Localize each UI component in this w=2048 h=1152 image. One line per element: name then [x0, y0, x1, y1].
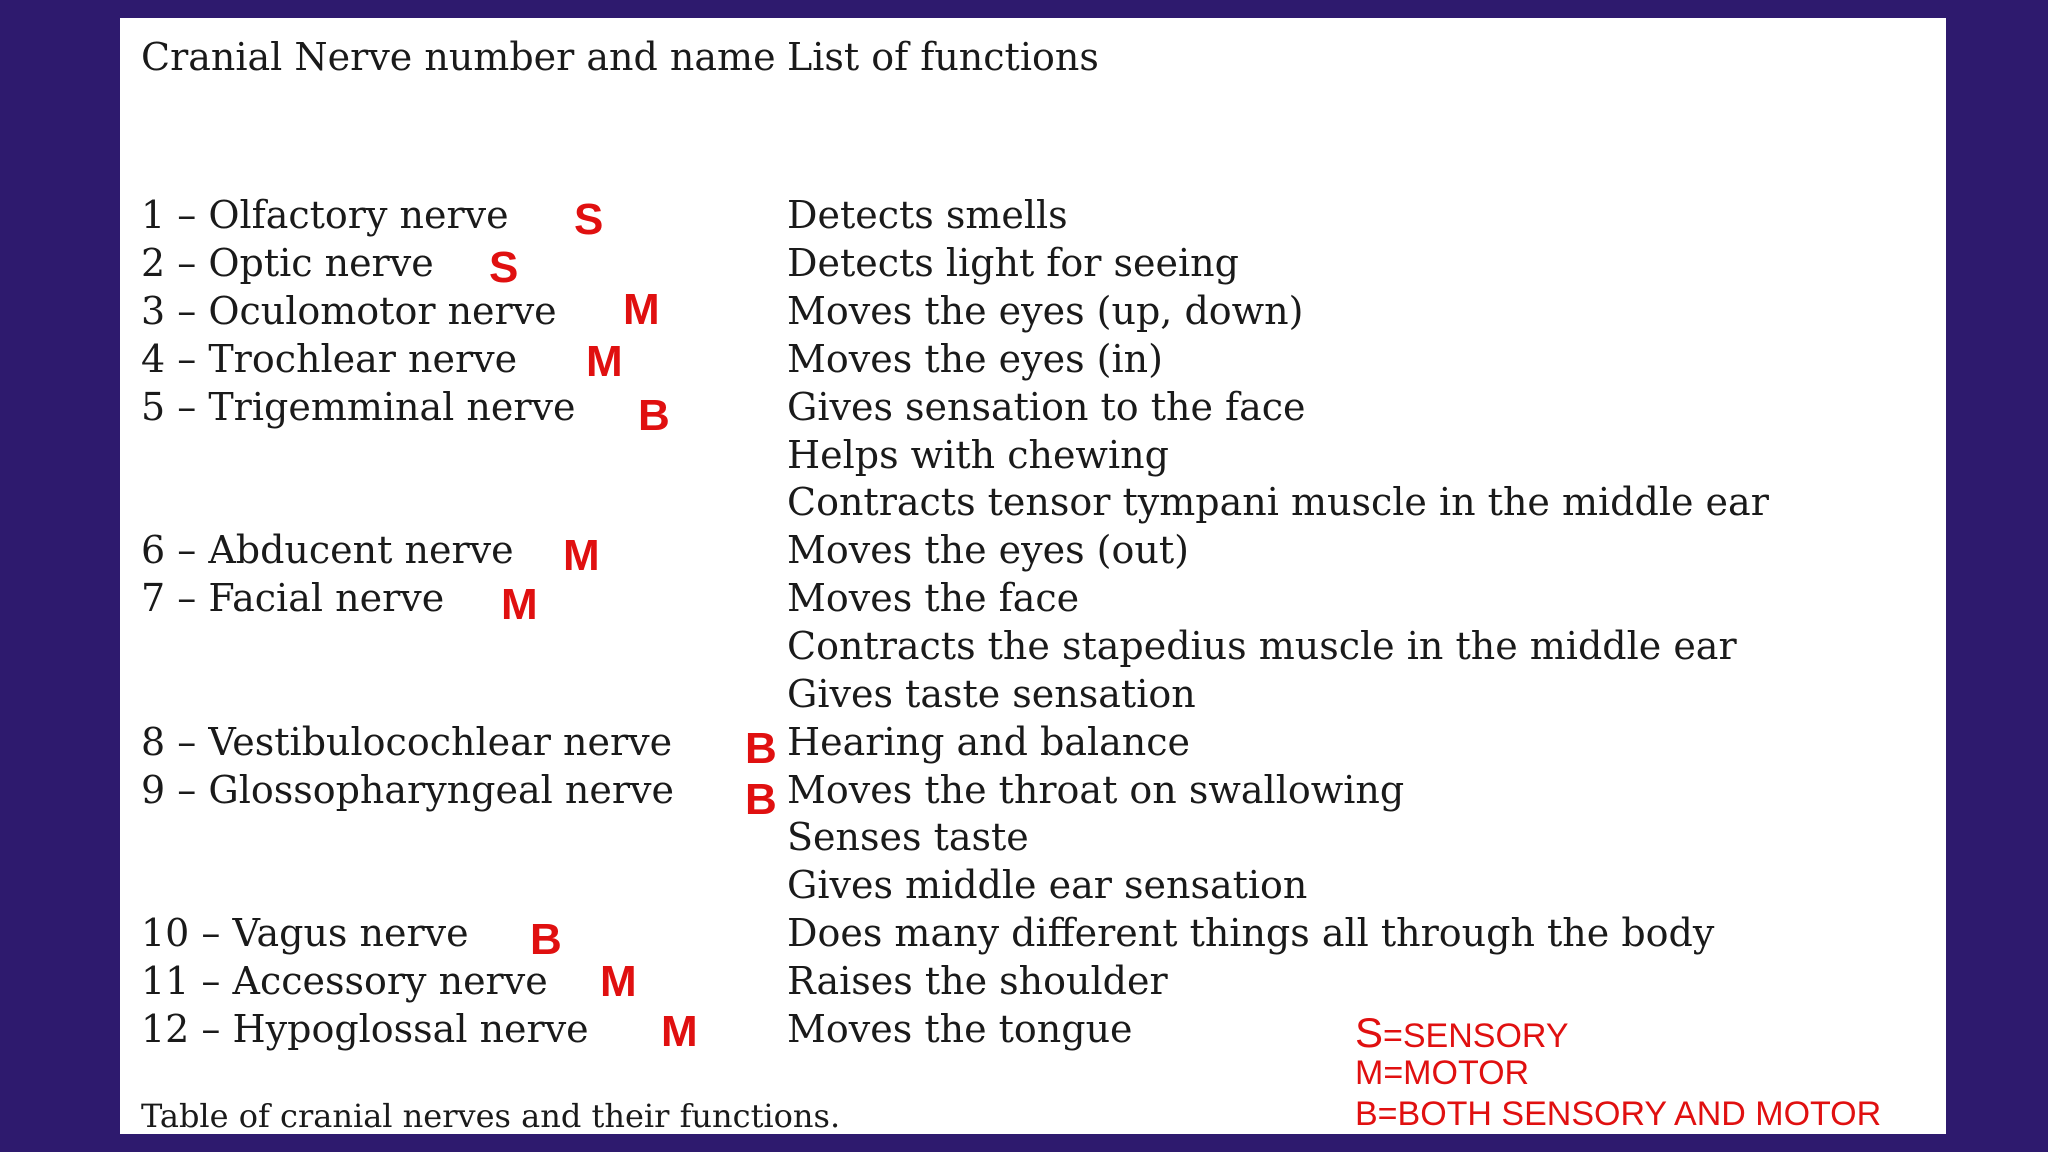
tag-nerve-3: M — [623, 285, 660, 334]
function-10-1: Does many different things all through the body — [787, 911, 1715, 955]
nerve-7: 7 – Facial nerve — [141, 576, 445, 620]
nerve-1: 1 – Olfactory nerve — [141, 193, 509, 237]
tag-nerve-4: M — [586, 337, 623, 386]
nerve-3: 3 – Oculomotor nerve — [141, 289, 557, 333]
function-3-1: Moves the eyes (up, down) — [787, 289, 1304, 333]
nerve-8: 8 – Vestibulocochlear nerve — [141, 720, 673, 764]
legend-sensory — [1355, 1009, 1569, 1056]
function-2-1: Detects light for seeing — [787, 241, 1239, 285]
function-12-1: Moves the tongue — [787, 1007, 1133, 1051]
function-7-3: Gives taste sensation — [787, 672, 1196, 716]
function-5-1: Gives sensation to the face — [787, 385, 1306, 429]
nerve-10: 10 – Vagus nerve — [141, 911, 469, 955]
function-5-2: Helps with chewing — [787, 433, 1169, 477]
nerve-11: 11 – Accessory nerve — [141, 959, 548, 1003]
tag-nerve-11: M — [600, 957, 637, 1006]
tag-nerve-10: B — [530, 915, 562, 964]
function-8-1: Hearing and balance — [787, 720, 1191, 764]
legend-motor: M=MOTOR — [1355, 1054, 1530, 1092]
nerve-12: 12 – Hypoglossal nerve — [141, 1007, 589, 1051]
legend-s-text: =SENSORY — [1383, 1017, 1569, 1055]
tag-nerve-8: B — [745, 724, 777, 773]
nerve-6: 6 – Abducent nerve — [141, 528, 514, 572]
legend-both: B=BOTH SENSORY AND MOTOR — [1355, 1095, 1882, 1133]
nerve-5: 5 – Trigemminal nerve — [141, 385, 576, 429]
function-1-1: Detects smells — [787, 193, 1068, 237]
nerve-4: 4 – Trochlear nerve — [141, 337, 518, 381]
tag-nerve-1: S — [574, 195, 604, 244]
function-9-1: Moves the throat on swallowing — [787, 768, 1405, 812]
nerve-9: 9 – Glossopharyngeal nerve — [141, 768, 674, 812]
tag-nerve-9: B — [745, 775, 777, 824]
function-11-1: Raises the shoulder — [787, 959, 1168, 1003]
table-slide — [120, 18, 1946, 1134]
function-9-3: Gives middle ear sensation — [787, 863, 1308, 907]
function-5-3: Contracts tensor tympani muscle in the middle ear — [787, 480, 1769, 524]
function-9-2: Senses taste — [787, 815, 1029, 859]
function-7-1: Moves the face — [787, 576, 1080, 620]
nerve-2: 2 – Optic nerve — [141, 241, 434, 285]
table-caption: Table of cranial nerves and their functions. — [141, 1097, 841, 1135]
tag-nerve-7: M — [501, 580, 538, 629]
tag-nerve-5: B — [638, 391, 670, 440]
function-6-1: Moves the eyes (out) — [787, 528, 1189, 572]
header-functions: List of functions — [787, 35, 1099, 79]
header-nerve: Cranial Nerve number and name — [141, 35, 776, 79]
tag-nerve-12: M — [661, 1007, 698, 1056]
tag-nerve-2: S — [489, 243, 519, 292]
legend-s-letter: S — [1355, 1009, 1384, 1056]
function-4-1: Moves the eyes (in) — [787, 337, 1163, 381]
function-7-2: Contracts the stapedius muscle in the middle ear — [787, 624, 1737, 668]
tag-nerve-6: M — [563, 531, 600, 580]
